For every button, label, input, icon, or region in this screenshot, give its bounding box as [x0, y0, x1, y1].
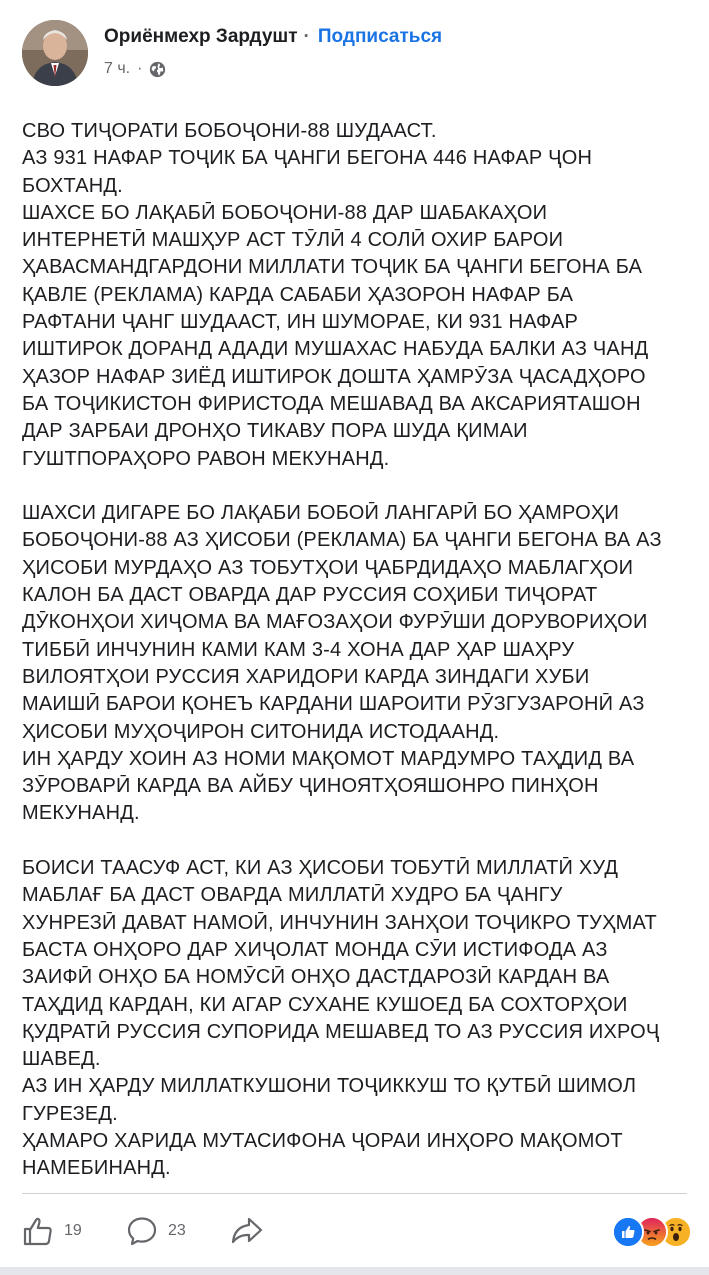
- share-arrow-icon: [230, 1215, 264, 1247]
- text-line: ЗАИФӢ ОНҲО БА НОМӮСӢ ОНҲО ДАСТДАРОЗӢ КАРДАН ВА: [22, 966, 610, 989]
- text-line: ИНТЕРНЕТӢ МАШҲУР АСТ ТӮЛӢ 4 СОЛӢ ОХИР БАРОИ: [22, 229, 564, 252]
- text-line: АЗ 931 НАФАР ТОҶИК БА ҶАНГИ БЕГОНА 446 НАФАР ҶОН: [22, 147, 593, 170]
- text-line: ТАҲДИД КАРДАН, КИ АГАР СУХАНЕ КУШОЕД БА СОХТОРҲОИ: [22, 993, 628, 1016]
- text-line: ҲАЗОР НАФАР ЗИЁД ИШТИРОК ДОШТА ҲАМРӮЗА ҶАСАДҲОРО: [22, 365, 646, 388]
- text-line: МАИШӢ БАРОИ ҚОНЕЪ КАРДАНИ ШАРОИТИ РӮЗГУЗАРОНӢ АЗ: [22, 693, 645, 716]
- meta-separator: ·: [137, 60, 143, 77]
- user-photo-icon: [22, 20, 88, 86]
- post-actions: [22, 1210, 692, 1252]
- comment-bubble-icon: [126, 1215, 158, 1247]
- post-paragraph-1: [22, 118, 692, 473]
- text-line: ШАХСЕ БО ЛАҚАБӢ БОБОҶОНИ-88 ДАР ШАБАКАҲОИ: [22, 201, 548, 224]
- footer-divider: [22, 1193, 687, 1194]
- text-line: РАФТАНИ ҶАНГ ШУДААСТ, ИН ШУМОРАЕ, КИ 931 НАФАР: [22, 311, 579, 334]
- post-time[interactable]: 7 ч.: [104, 60, 131, 77]
- subscribe-button[interactable]: Подписаться: [317, 26, 443, 47]
- post-paragraph-2: [22, 500, 692, 828]
- thumbs-up-icon: [22, 1215, 54, 1247]
- post-text: [22, 118, 692, 1183]
- text-line: ХУНРЕЗӢ ДАВАТ НАМОӢ, ИНЧУНИН ЗАНҲОИ ТОҶИКРО ТУҲМАТ: [22, 911, 657, 934]
- text-line: КАЛОН БА ДАСТ ОВАРДА ДАР РУССИЯ СОҲИБИ ТИҶОРАТ: [22, 584, 598, 607]
- name-separator: ·: [303, 26, 310, 47]
- share-button[interactable]: [230, 1210, 264, 1252]
- text-line: ЗӮРОВАРӢ КАРДА ВА АЙБУ ҶИНОЯТҲОЯШОНРО ПИНҲОН: [22, 775, 599, 798]
- text-line: ҚАВЛЕ (РЕКЛАМА) КАРДА САБАБИ ҲАЗОРОН НАФАР БА: [22, 283, 574, 306]
- text-line: БА ТОҶИКИСТОН ФИРИСТОДА МЕШАВАД ВА АКСАРИЯТАШОН: [22, 392, 641, 415]
- text-line: ИШТИРОК ДОРАНД АДАДИ МУШАХАС НАБУДА БАЛКИ АЗ ЧАНД: [22, 338, 649, 361]
- post-paragraph-3: [22, 855, 692, 1183]
- reactions-summary[interactable]: [612, 1216, 692, 1246]
- text-line: ҲИСОБИ МУҲОҶИРОН СИТОНИДА ИСТОДААНД.: [22, 720, 500, 743]
- text-line: ДӮКОНҲОИ ХИҶОМА ВА МАҒОЗАҲОИ ФУРӮШИ ДОРУВОРИҲОИ: [22, 611, 648, 634]
- bottom-separator: [0, 1267, 709, 1275]
- text-line: ҚУДРАТӢ РУССИЯ СУПОРИДА МЕШАВЕД ТО АЗ РУССИЯ ИХРОҶ: [22, 1020, 660, 1043]
- author-line: [104, 26, 442, 48]
- text-line: ИН ҲАРДУ ХОИН АЗ НОМИ МАҚОМОТ МАРДУМРО ТАҲДИД ВА: [22, 747, 635, 770]
- comment-button[interactable]: [126, 1210, 186, 1252]
- like-button[interactable]: [22, 1210, 82, 1252]
- text-line: БОХТАНД.: [22, 174, 123, 197]
- text-line: МЕКУНАНД.: [22, 802, 140, 825]
- text-line: ГУШТПОРАҲОРО РАВОН МЕКУНАНД.: [22, 447, 390, 470]
- text-line: ШАВЕД.: [22, 1048, 101, 1071]
- comment-count: 23: [168, 1222, 186, 1239]
- text-line: ҲАВАСМАНДГАРДОНИ МИЛЛАТИ ТОҶИК БА ҶАНГИ БЕГОНА БА: [22, 256, 643, 279]
- text-line: ГУРЕЗЕД.: [22, 1102, 118, 1125]
- post-meta: [104, 60, 166, 78]
- text-line: ШАХСИ ДИГАРЕ БО ЛАҚАБИ БОБОӢ ЛАНГАРӢ БО ҲАМРОҲИ: [22, 502, 620, 525]
- text-line: ҲАМАРО ХАРИДА МУТАСИФОНА ҶОРАИ ИНҲОРО МАҚОМОТ: [22, 1129, 623, 1152]
- like-reaction-icon: [612, 1216, 644, 1248]
- text-line: НАМЕБИНАНД.: [22, 1157, 171, 1180]
- text-line: АЗ ИН ҲАРДУ МИЛЛАТКУШОНИ ТОҶИККУШ ТО ҚУТБӢ ШИМОЛ: [22, 1075, 637, 1098]
- text-line: ВИЛОЯТҲОИ РУССИЯ ХАРИДОРИ КАРДА ЗИНДАГИ ХУБИ: [22, 665, 590, 688]
- globe-icon: [149, 61, 166, 78]
- text-line: ҲИСОБИ МУРДАҲО АЗ ТОБУТҲОИ ҶАБРДИДАҲО МАБЛАГҲОИ: [22, 556, 634, 579]
- like-count: 19: [64, 1222, 82, 1239]
- author-avatar[interactable]: [22, 20, 88, 86]
- text-line: СВО ТИҶОРАТИ БОБОҶОНИ-88 ШУДААСТ.: [22, 120, 437, 142]
- text-line: БАСТА ОНҲОРО ДАР ХИҶОЛАТ МОНДА СӮИ ИСТИФОДА АЗ: [22, 938, 608, 961]
- author-name[interactable]: Ориёнмехр Зардушт: [104, 26, 298, 47]
- post-header: [22, 18, 682, 88]
- text-line: ДАР ЗАРБАИ ДРОНҲО ТИКАВУ ПОРА ШУДА ҚИМАИ: [22, 420, 528, 443]
- text-line: МАБЛАҒ БА ДАСТ ОВАРДА МИЛЛАТӢ ХУДРО БА ҶАНГУ: [22, 884, 563, 907]
- text-line: БОИСИ ТААСУФ АСТ, КИ АЗ ҲИСОБИ ТОБУТӢ МИЛЛАТӢ ХУД: [22, 857, 619, 880]
- text-line: ТИББӢ ИНЧУНИН КАМИ КАМ 3-4 ХОНА ДАР ҲАР ШАҲРУ: [22, 638, 575, 661]
- text-line: БОБОҶОНИ-88 АЗ ҲИСОБИ (РЕКЛАМА) БА ҶАНГИ БЕГОНА ВА АЗ: [22, 529, 662, 552]
